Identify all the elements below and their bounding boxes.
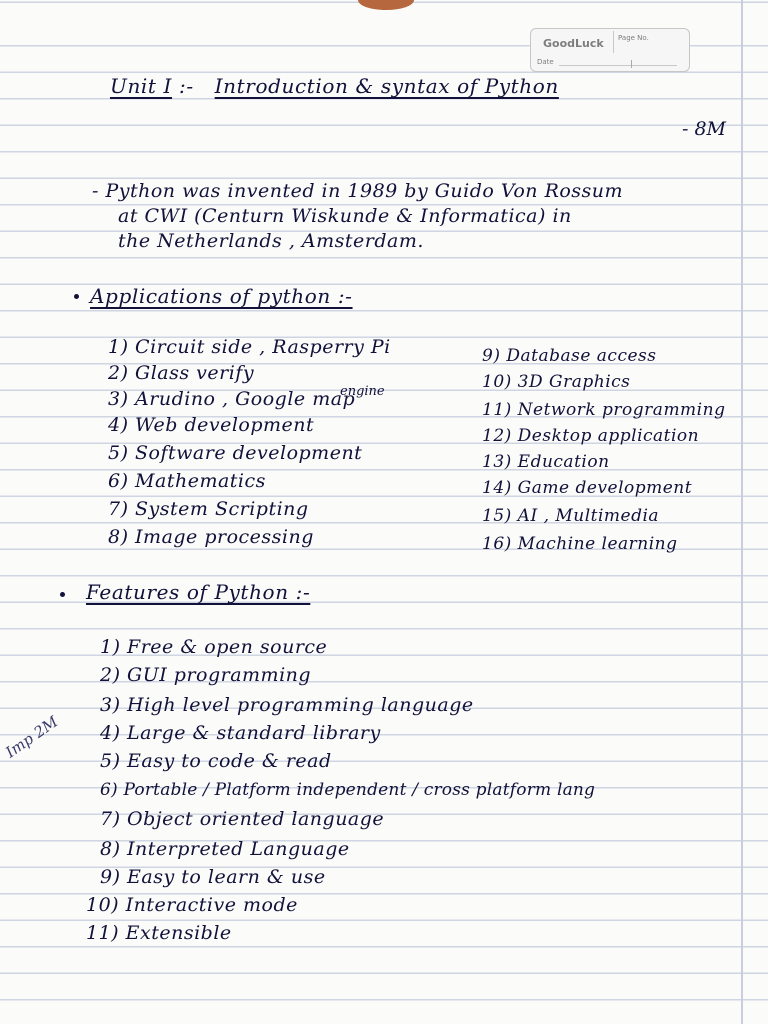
intro-line-3: the Netherlands , Amsterdam. — [118, 230, 424, 252]
app-item: 2) Glass verify — [108, 362, 255, 384]
feature-item: 1) Free & open source — [100, 636, 328, 658]
bullet-dot — [74, 294, 79, 299]
unit-title — [110, 74, 559, 98]
feature-item: 4) Large & standard library — [100, 722, 381, 744]
feature-item: 3) High level programming language — [100, 694, 474, 716]
app-item: 1) Circuit side , Rasperry Pi — [108, 336, 391, 358]
feature-item: 6) Portable / Platform independent / cross platform lang — [100, 780, 596, 800]
app-item: 5) Software development — [108, 442, 363, 464]
thumb-shadow — [358, 0, 414, 10]
page-no-label: Page No. — [618, 34, 649, 42]
brand-name: GoodLuck — [543, 37, 604, 50]
app-item: 4) Web development — [108, 414, 315, 436]
engine-note: engine — [340, 384, 385, 399]
features-heading: Features of Python :- — [86, 580, 311, 604]
app-item: 11) Network programming — [482, 400, 726, 420]
marks-label: - 8M — [682, 118, 727, 140]
bullet-dot — [60, 592, 65, 597]
feature-item: 5) Easy to code & read — [100, 750, 332, 772]
header-divider — [613, 31, 614, 53]
feature-item: 8) Interpreted Language — [100, 838, 350, 860]
app-item: 3) Arudino , Google map — [108, 388, 356, 410]
intro-line-1: - Python was invented in 1989 by Guido Von Rossum — [92, 180, 624, 202]
unit-label: Unit I — [110, 74, 173, 98]
date-line — [559, 65, 677, 66]
feature-item: 7) Object oriented language — [100, 808, 385, 830]
app-item: 16) Machine learning — [482, 534, 678, 554]
intro-line-2: at CWI (Centurn Wiskunde & Informatica) in — [118, 205, 572, 227]
app-item: 14) Game development — [482, 478, 693, 498]
app-item: 9) Database access — [482, 346, 657, 366]
app-item: 12) Desktop application — [482, 426, 700, 446]
feature-item: 10) Interactive mode — [86, 894, 298, 916]
feature-item: 11) Extensible — [86, 922, 232, 944]
date-label: Date — [537, 58, 554, 66]
feature-item: 9) Easy to learn & use — [100, 866, 326, 888]
app-item: 6) Mathematics — [108, 470, 266, 492]
unit-separator: :- — [179, 74, 194, 98]
app-item: 13) Education — [482, 452, 610, 472]
date-tick — [631, 60, 632, 68]
app-item: 8) Image processing — [108, 526, 314, 548]
applications-heading: Applications of python :- — [90, 284, 353, 308]
app-item: 10) 3D Graphics — [482, 372, 631, 392]
app-item: 7) System Scripting — [108, 498, 309, 520]
feature-item: 2) GUI programming — [100, 664, 312, 686]
unit-topic: Introduction & syntax of Python — [214, 74, 559, 98]
notebook-header-box — [530, 28, 690, 72]
app-item: 15) AI , Multimedia — [482, 506, 660, 526]
margin-note: Imp 2M — [2, 712, 62, 762]
margin-line — [741, 0, 743, 1024]
